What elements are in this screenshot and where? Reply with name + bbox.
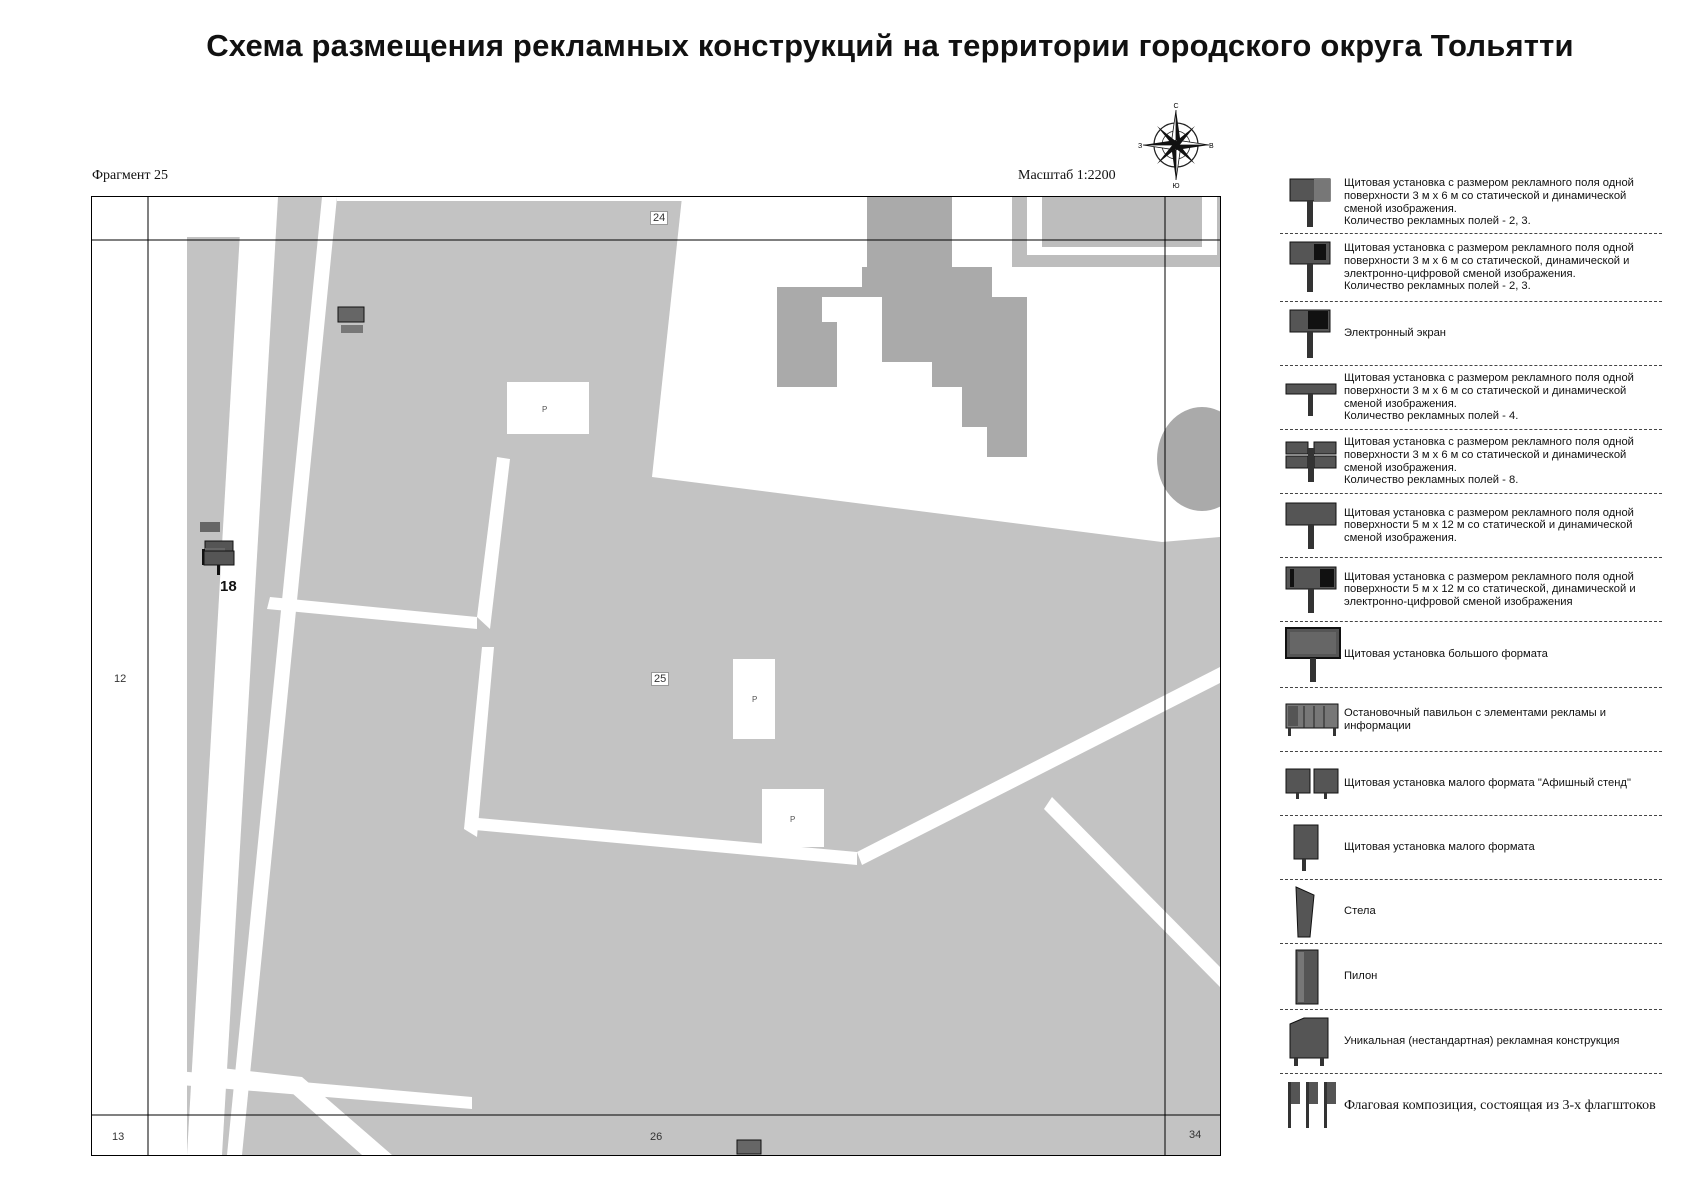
legend-text: Щитовая установка с размером рекламного поля одной поверхности 5 м х 12 м со статической, динамической и электронно-цифровой сменой изображения [1344, 570, 1636, 608]
svg-text:P: P [542, 405, 548, 414]
legend-item-billboard-8-sides [1280, 430, 1662, 494]
legend-text: Щитовая установка с размером рекламного поля одной поверхности 5 м х 12 м со статической и динамической сменой изображения. [1344, 506, 1634, 544]
legend-item-electronic-screen [1280, 302, 1662, 366]
legend-item-billboard-4-sides [1280, 366, 1662, 430]
sheet-label-top[interactable]: 24 [650, 211, 668, 225]
unique-construction-icon [1280, 1010, 1342, 1073]
billboard-3x6-eight-sides-icon [1280, 430, 1342, 493]
poster-stand-icon [1280, 752, 1342, 815]
billboard-number-label[interactable]: 18 [220, 578, 237, 595]
legend-item-billboard-5x12 [1280, 494, 1662, 558]
legend-item-unique [1280, 1010, 1662, 1074]
scale-label: Масштаб 1:2200 [1018, 168, 1116, 183]
internal-road-5 [857, 667, 1220, 865]
legend-text: Остановочный павильон с элементами рекламы и информации [1344, 706, 1607, 732]
internal-road-2 [477, 457, 510, 629]
legend-item-billboard-3x6-digital [1280, 234, 1662, 302]
compass-east: В [1209, 143, 1214, 150]
legend-text: Щитовая установка с размером рекламного поля одной поверхности 3 м х 6 м со статической, динамической и электронно-цифровой сменой изображения. Количество рекламных полей - 2, 3. [1344, 242, 1634, 293]
flag-composition-icon [1280, 1074, 1342, 1136]
sheet-label-center[interactable]: 25 [651, 672, 669, 686]
legend-item-pylon [1280, 944, 1662, 1010]
billboard-5x12-icon [1280, 494, 1342, 557]
map-fragment[interactable] [91, 196, 1221, 1156]
sheet-label-left[interactable]: 12 [114, 673, 127, 685]
internal-road-4 [464, 647, 494, 837]
legend-text: Пилон [1344, 970, 1378, 983]
small-format-billboard-icon [1280, 816, 1342, 879]
sheet-label-bottom[interactable]: 26 [650, 1131, 663, 1143]
billboard-3x6-digital-icon [1280, 234, 1342, 301]
legend-item-poster-stand [1280, 752, 1662, 816]
legend-item-small-format [1280, 816, 1662, 880]
legend-text: Щитовая установка большого формата [1344, 648, 1548, 661]
internal-road-6 [1044, 797, 1220, 987]
billboard-5x12-digital-icon [1280, 558, 1342, 621]
billboard-3x6-four-sides-icon [1280, 366, 1342, 429]
svg-text:P: P [790, 815, 796, 824]
page-title: Схема размещения рекламных конструкций на территории городского округа Тольятти [206, 28, 1574, 63]
bus-stop-pavilion-icon [1280, 688, 1342, 751]
pylon-icon [1280, 944, 1342, 1009]
legend-text: Щитовая установка с размером рекламного поля одной поверхности 3 м х 6 м со статической и динамической сменой изображения. Количество рекламных полей - 8. [1344, 436, 1634, 487]
legend-text: Флаговая композиция, состоящая из 3-х флагштоков [1344, 1097, 1656, 1113]
legend-text: Щитовая установка малого формата [1344, 841, 1535, 854]
legend-text: Щитовая установка с размером рекламного поля одной поверхности 3 м х 6 м со статической и динамической сменой изображения. Количество рекламных полей - 2, 3. [1344, 177, 1634, 228]
legend-text: Щитовая установка малого формата "Афишный стенд" [1344, 777, 1631, 790]
legend-item-billboard-3x6 [1280, 172, 1662, 234]
svg-text:P: P [752, 695, 758, 704]
sheet-label-bottom-right[interactable]: 34 [1189, 1129, 1202, 1141]
legend-text: Электронный экран [1344, 327, 1446, 340]
legend-text: Щитовая установка с размером рекламного поля одной поверхности 3 м х 6 м со статической и динамической сменой изображения. Количество рекламных полей - 4. [1344, 372, 1634, 423]
legend-item-billboard-5x12-digital [1280, 558, 1662, 622]
compass-south: Ю [1172, 183, 1180, 188]
legend [1280, 172, 1662, 1136]
compass-west: З [1138, 143, 1143, 150]
highway-road [187, 197, 278, 1155]
parking-lot-1 [507, 382, 589, 434]
stele-icon [1280, 880, 1342, 943]
legend-item-bus-stop [1280, 688, 1662, 752]
legend-text: Стела [1344, 905, 1376, 918]
electronic-screen-icon [1280, 302, 1342, 365]
left-margin-area [92, 197, 187, 1155]
legend-item-flags [1280, 1074, 1662, 1136]
compass-north: С [1173, 103, 1179, 110]
fragment-label: Фрагмент 25 [92, 168, 169, 183]
legend-text: Уникальная (нестандартная) рекламная конструкция [1344, 1035, 1620, 1048]
internal-road-1 [267, 597, 477, 629]
billboard-3x6-two-three-sides-icon [1280, 172, 1342, 233]
legend-item-stele [1280, 880, 1662, 944]
sheet-label-bottom-left[interactable]: 13 [112, 1131, 125, 1143]
compass-rose-icon [1137, 102, 1215, 188]
large-format-billboard-icon [1280, 622, 1342, 687]
top-left-white [187, 197, 242, 237]
legend-item-large-format [1280, 622, 1662, 688]
